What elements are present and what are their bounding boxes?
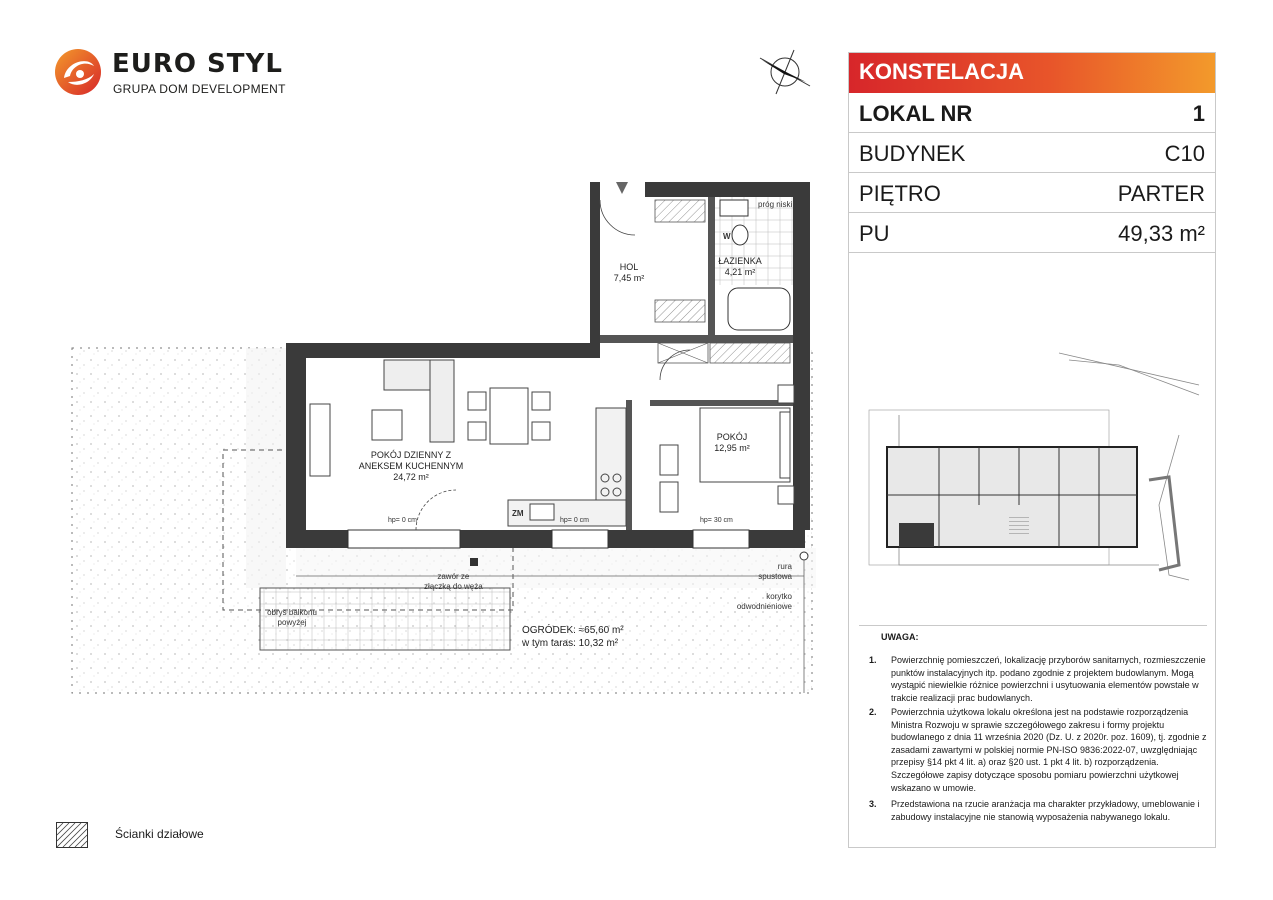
note-number: 3. <box>869 799 877 809</box>
notes-section <box>859 625 1207 846</box>
room-label-hol: HOL 7,45 m² <box>613 262 645 283</box>
threshold-height-3: hp= 30 cm <box>700 517 733 524</box>
note-text: Powierzchnię pomieszczeń, lokalizację przyborów sanitarnych, rozmieszczenie punktów instalacyjnych itp. podano zgodnie z projektem budowlanym. Mogą wystąpić niewielkie różnice powierzchni i usytuowania elementów powstałe w trakcie realizacji prac budowlanych. <box>891 655 1206 703</box>
drain-pipe-label: rura spustowa <box>758 562 792 581</box>
row-key: PIĘTRO <box>859 181 941 206</box>
row-value: C10 <box>1164 141 1205 166</box>
threshold-height-2: hp= 0 cm <box>560 517 589 524</box>
threshold-height-1: hp= 0 cm <box>388 517 417 524</box>
row-pu <box>849 213 1215 253</box>
room-label-dzienny: POKÓJ DZIENNY Z ANEKSEM KUCHENNYM 24,72 m² <box>358 450 464 482</box>
balcony-outline-label: obrys balkonu powyżej <box>267 608 317 627</box>
valve-label: zawór ze złączką do węża <box>424 572 483 591</box>
row-key: BUDYNEK <box>859 141 966 166</box>
compass-icon <box>756 48 814 96</box>
note-text: Powierzchnia użytkowa lokalu określona jest na podstawie rozporządzenia Ministra Rozwoju w sprawie szczegółowego zakresu i formy projektu budowlanego z dnia 11 września 2020 (Dz. U. z 2020r. poz. 1609), tj. zgodnie z zasadami zawartymi w polskiej normie PN-ISO 9836:2022-07, uwzględniając przepisy §14 pkt 4 lit. a) oraz §20 ust. 1 pkt 4 lit. b) rozporządzenia. Szczegółowe zapisy dotyczące sposobu pomiaru powierzchni użytkowej wskazano w umowie. <box>891 707 1207 793</box>
row-value: 49,33 m² <box>1118 221 1205 246</box>
row-budynek <box>849 133 1215 173</box>
project-bar <box>849 53 1215 93</box>
room-label-pokoj: POKÓJ 12,95 m² <box>714 432 750 453</box>
row-value: PARTER <box>1117 181 1205 206</box>
row-value: 1 <box>1192 101 1205 126</box>
info-panel <box>848 52 1216 848</box>
row-key: PU <box>859 221 890 246</box>
drain-channel-label: korytko odwodnieniowe <box>736 592 792 611</box>
hatch-swatch-icon <box>56 822 88 848</box>
note-text: Przedstawiona na rzucie aranżacja ma charakter przykładowy, umeblowanie i zabudowy instalacyjne nie stanowią wyposażenia nabywanego lokalu. <box>891 799 1200 822</box>
project-name: KONSTELACJA <box>859 59 1025 84</box>
row-lokal <box>849 93 1215 133</box>
notes-title: UWAGA: <box>881 632 919 642</box>
row-pietro <box>849 173 1215 213</box>
threshold-label: próg niski <box>758 200 793 209</box>
key-plan-map <box>859 305 1207 625</box>
room-label-lazienka: ŁAZIENKA 4,21 m² <box>718 256 762 277</box>
brand-name: EURO STYL <box>112 49 283 79</box>
row-key: LOKAL NR <box>859 101 973 126</box>
brand-subtitle: GRUPA DOM DEVELOPMENT <box>113 82 286 96</box>
legend-label: Ścianki działowe <box>115 827 204 841</box>
note-number: 2. <box>869 707 877 717</box>
note-number: 1. <box>869 655 877 665</box>
logo-mark <box>54 48 102 96</box>
garden-label: OGRÓDEK: ≈65,60 m² w tym taras: 10,32 m² <box>522 625 624 649</box>
washer-label: W <box>723 232 731 241</box>
fridge-label: ZM <box>512 509 524 518</box>
